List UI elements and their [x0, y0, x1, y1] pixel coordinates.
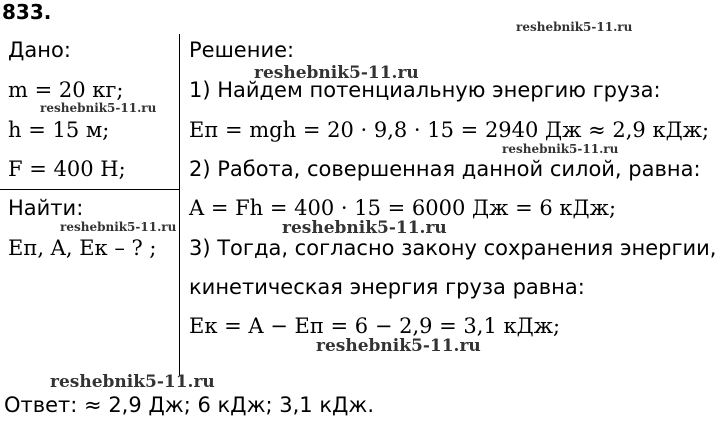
watermark: reshebnik5-11.ru	[40, 101, 157, 115]
given-heading: Дано:	[8, 38, 71, 62]
watermark: reshebnik5-11.ru	[282, 218, 447, 238]
watermark: reshebnik5-11.ru	[316, 336, 481, 356]
watermark: reshebnik5-11.ru	[254, 63, 419, 83]
divider-vertical	[179, 34, 180, 376]
answer-line: Ответ: ≈ 2,9 Дж; 6 кДж; 3,1 кДж.	[4, 393, 375, 417]
divider-horizontal	[0, 189, 180, 190]
equation-kinetic-energy: Eк = A − Eп = 6 − 2,9 = 3,1 кДж;	[189, 314, 561, 338]
given-height: h = 15 м;	[8, 118, 110, 142]
watermark: reshebnik5-11.ru	[516, 20, 633, 34]
given-force: F = 400 Н;	[8, 157, 126, 181]
given-mass: m = 20 кг;	[8, 78, 124, 102]
find-heading: Найти:	[8, 196, 84, 220]
solution-step-2: 2) Работа, совершенная данной силой, равна:	[189, 157, 701, 181]
find-values: Eп, A, Eк – ? ;	[8, 236, 157, 260]
watermark: reshebnik5-11.ru	[50, 372, 215, 392]
watermark: reshebnik5-11.ru	[60, 220, 177, 234]
watermark: reshebnik5-11.ru	[502, 142, 619, 156]
problem-number: 833.	[2, 0, 52, 24]
solution-heading: Решение:	[189, 38, 295, 62]
solution-step-3: 3) Тогда, согласно закону сохранения энергии,	[189, 236, 716, 260]
solution-step-3-continued: кинетическая энергия груза равна:	[189, 275, 585, 299]
solution-step-1: 1) Найдем потенциальную энергию груза:	[189, 78, 661, 102]
equation-potential-energy: Eп = mgh = 20 · 9,8 · 15 = 2940 Дж ≈ 2,9 кДж;	[189, 118, 710, 142]
equation-work: A = Fh = 400 · 15 = 6000 Дж = 6 кДж;	[189, 196, 617, 220]
